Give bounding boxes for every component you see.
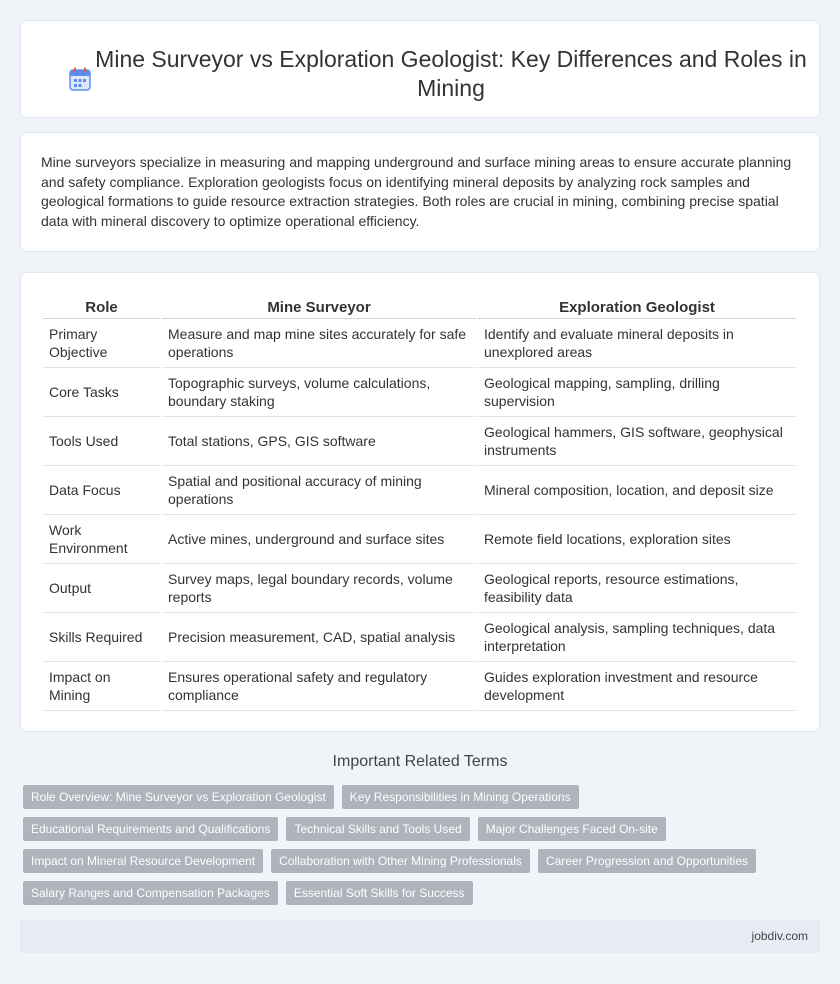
exploration-geologist-cell: Remote field locations, exploration sites [478,515,796,564]
header-exploration-geologist: Exploration Geologist [478,295,796,319]
comparison-card [20,272,820,732]
mine-surveyor-cell: Ensures operational safety and regulatory compliance [162,662,476,711]
related-term-tag[interactable]: Educational Requirements and Qualifications [23,817,278,841]
footer [20,920,820,953]
header-role: Role [43,295,160,319]
mine-surveyor-cell: Measure and map mine sites accurately for safe operations [162,319,476,368]
header-mine-surveyor: Mine Surveyor [162,295,476,319]
role-cell: Output [43,564,160,613]
table-row [43,662,796,711]
mine-surveyor-cell: Total stations, GPS, GIS software [162,417,476,466]
mine-surveyor-cell: Topographic surveys, volume calculations, boundary staking [162,368,476,417]
role-cell: Primary Objective [43,319,160,368]
related-term-tag[interactable]: Key Responsibilities in Mining Operations [342,785,579,809]
table-header-row [43,295,796,319]
table-row [43,466,796,515]
exploration-geologist-cell: Geological reports, resource estimations, feasibility data [478,564,796,613]
exploration-geologist-cell: Geological analysis, sampling techniques, data interpretation [478,613,796,662]
role-cell: Tools Used [43,417,160,466]
title-card [20,20,820,118]
exploration-geologist-cell: Guides exploration investment and resource development [478,662,796,711]
exploration-geologist-cell: Geological mapping, sampling, drilling supervision [478,368,796,417]
exploration-geologist-cell: Identify and evaluate mineral deposits in unexplored areas [478,319,796,368]
exploration-geologist-cell: Mineral composition, location, and deposit size [478,466,796,515]
role-cell: Skills Required [43,613,160,662]
comparison-table [41,295,798,711]
exploration-geologist-cell: Geological hammers, GIS software, geophysical instruments [478,417,796,466]
table-row [43,319,796,368]
mine-surveyor-cell: Spatial and positional accuracy of mining operations [162,466,476,515]
role-cell: Impact on Mining [43,662,160,711]
related-terms-tags [23,785,813,905]
table-row [43,368,796,417]
mine-surveyor-cell: Precision measurement, CAD, spatial analysis [162,613,476,662]
related-term-tag[interactable]: Career Progression and Opportunities [538,849,756,873]
related-term-tag[interactable]: Impact on Mineral Resource Development [23,849,263,873]
role-cell: Data Focus [43,466,160,515]
table-row [43,564,796,613]
related-term-tag[interactable]: Salary Ranges and Compensation Packages [23,881,278,905]
mine-surveyor-cell: Active mines, underground and surface sites [162,515,476,564]
related-term-tag[interactable]: Role Overview: Mine Surveyor vs Exploration Geologist [23,785,334,809]
role-cell: Work Environment [43,515,160,564]
footer-site[interactable]: jobdiv.com [751,929,808,943]
table-row [43,515,796,564]
related-term-tag[interactable]: Essential Soft Skills for Success [286,881,473,905]
role-cell: Core Tasks [43,368,160,417]
related-term-tag[interactable]: Technical Skills and Tools Used [286,817,469,841]
related-terms-heading: Important Related Terms [332,753,508,770]
related-term-tag[interactable]: Collaboration with Other Mining Professionals [271,849,530,873]
mine-surveyor-cell: Survey maps, legal boundary records, volume reports [162,564,476,613]
intro-card [20,132,820,252]
calendar-icon [69,67,91,91]
related-term-tag[interactable]: Major Challenges Faced On-site [478,817,666,841]
table-row [43,613,796,662]
page-title: Mine Surveyor vs Exploration Geologist: Key Differences and Roles in Mining [95,46,807,101]
intro-paragraph: Mine surveyors specialize in measuring and mapping underground and surface mining areas to ensure accurate planning and safety compliance. Exploration geologists focus on identifying mineral deposits by analyzing rock samples and geological formations to guide resource extraction strategies. Both roles are crucial in mining, combining precise spatial data with mineral discovery to optimize operational efficiency. [41,154,792,229]
table-row [43,417,796,466]
